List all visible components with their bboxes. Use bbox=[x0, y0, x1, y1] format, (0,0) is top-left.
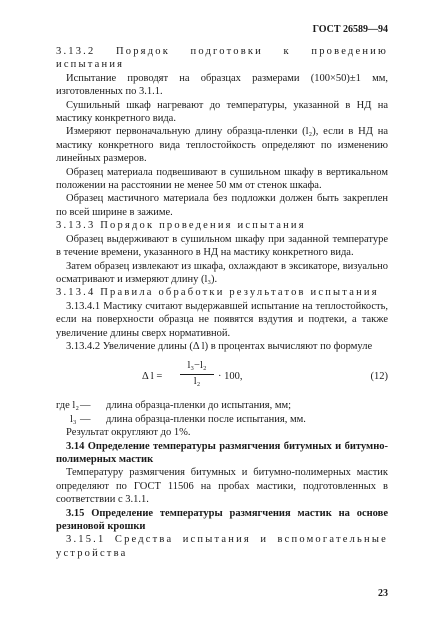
paragraph: Образец выдерживают в сушильном шкафу при заданной температуре в течение времени, указанного в НД на мастику конкретного вида. bbox=[56, 233, 388, 259]
paragraph: Затем образец извлекают из шкафа, охлаждают в эксикаторе, визуально осматривают и измеряют длину (l₃). bbox=[56, 260, 388, 285]
page-number: 23 bbox=[378, 588, 388, 599]
section-heading-3-13-4: 3.13.4 Правила обработки результатов испытания bbox=[56, 287, 379, 299]
legend-dash: — bbox=[80, 400, 91, 412]
paragraph: Образец мастичного материала без подложки должен быть закреплен по всей ширине в зажиме. bbox=[56, 193, 388, 218]
section-heading-3-15-1: 3.15.1 Средства испытания и вспомогательные устройства bbox=[56, 534, 388, 559]
legend-key: l₃ bbox=[70, 413, 77, 425]
legend-row bbox=[56, 413, 388, 426]
paragraph: 3.13.4.2 Увеличение длины (Δ l) в процентах вычисляют по формуле bbox=[66, 340, 373, 352]
formula-fraction bbox=[180, 359, 214, 388]
paragraph: Измеряют первоначальную длину образца-пленки (l₂), если в НД на мастику конкретного вида теплостойкость определяют по изменению линейных размеров. bbox=[56, 126, 388, 165]
paragraph: Результат округляют до 1%. bbox=[66, 427, 191, 439]
formula-numerator: l₃−l₂ bbox=[180, 359, 214, 374]
legend-row bbox=[56, 399, 388, 412]
formula-denominator: l₂ bbox=[193, 375, 201, 387]
section-heading-3-13-3: 3.13.3 Порядок проведения испытания bbox=[56, 220, 306, 232]
formula-12 bbox=[56, 357, 388, 397]
legend-dash: — bbox=[80, 413, 91, 425]
formula-number: (12) bbox=[370, 371, 388, 383]
formula-rest: · 100, bbox=[218, 371, 243, 383]
legend-value: длина образца-пленки после испытания, мм. bbox=[106, 413, 306, 425]
legend-value: длина образца-пленки до испытания, мм; bbox=[106, 400, 292, 412]
paragraph: 3.13.4.1 Мастику считают выдержавшей испытание на теплостойкость, если на поверхности образца не появятся вздутия и подтеки, а также увеличение длины сверх нормативной. bbox=[56, 300, 388, 339]
section-heading-3-14: 3.14 Определение температуры размягчения битумных и битумно-полимерных мастик bbox=[56, 440, 388, 465]
paragraph: Температуру размягчения битумных и битумно-полимерных мастик определяют по ГОСТ 11506 на пробах мастики, подготовленных в соответствии с 3.1.1. bbox=[56, 467, 388, 506]
section-heading-3-13-2: 3.13.2 Порядок подготовки к проведению испытания bbox=[56, 46, 388, 71]
paragraph: Сушильный шкаф нагревают до температуры, указанной в НД на мастику конкретного вида. bbox=[56, 99, 388, 125]
document-header-code: ГОСТ 26589—94 bbox=[312, 24, 388, 35]
paragraph: Испытание проводят на образцах размерами (100×50)±1 мм, изготовленных по 3.1.1. bbox=[56, 72, 388, 98]
legend-key: где l₂ bbox=[56, 400, 79, 412]
document-body bbox=[56, 45, 388, 560]
section-heading-3-15: 3.15 Определение температуры размягчения мастик на основе резиновой крошки bbox=[56, 507, 388, 532]
paragraph: Образец материала подвешивают в сушильном шкафу в вертикальном положении на расстоянии не менее 50 мм от стенок шкафа. bbox=[56, 166, 388, 192]
formula-lhs: Δ l = bbox=[142, 371, 163, 383]
